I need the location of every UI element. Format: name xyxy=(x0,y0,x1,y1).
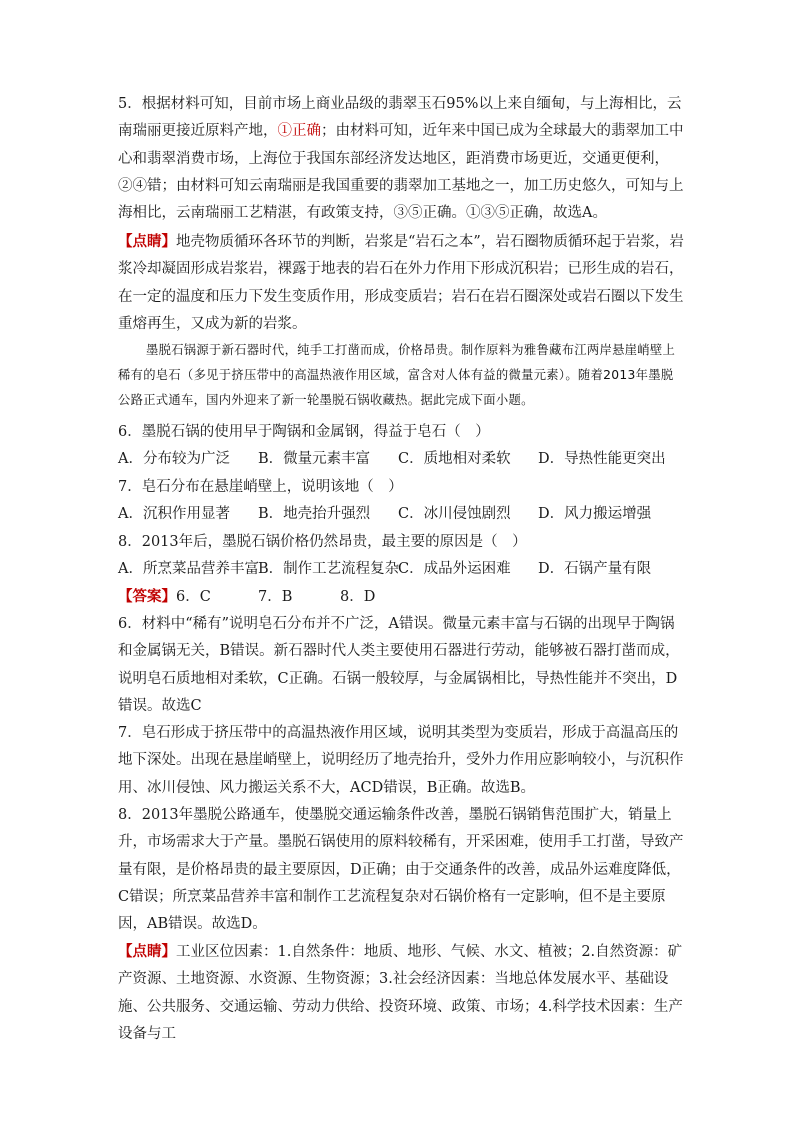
dianjing-note-2 xyxy=(118,938,684,1048)
dianjing-text: 地壳物质循环各环节的判断，岩浆是“岩石之本”，岩石圈物质循环起于岩浆，岩浆冷却凝固形成岩浆岩，裸露于地表的岩石在外力作用下形成沉积岩；已形生成的岩石，在一定的温度和压力下发生变质作用，形成变质岩；岩石在岩石圈深处或岩石圈以下发生重熔再生，又成为新的岩浆。 xyxy=(118,234,684,332)
q6-option-b: B．微量元素丰富 xyxy=(258,451,371,467)
answer-7: 7．B xyxy=(258,589,293,605)
q8-option-d: D．石锅产量有限 xyxy=(538,561,652,577)
material-passage: 墨脱石锅源于新石器时代，纯手工打凿而成，价格昂贵。制作原料为雅鲁藏布江两岸悬崖峭壁上稀有的皂石（多见于挤压带中的高温热液作用区域，富含对人体有益的微量元素）。随着2013年墨脱公路正式通车，国内外迎来了新一轮墨脱石锅收藏热。据此完成下面小题。 xyxy=(118,343,676,407)
q6-stem: 6．墨脱石锅的使用早于陶锅和金属钢，得益于皂石（ ） xyxy=(118,424,490,440)
q7-option-a: A．沉积作用显著 xyxy=(118,506,230,522)
answer-line xyxy=(118,585,684,612)
q8-option-b: B．制作工艺流程复杂 xyxy=(258,561,400,577)
q7-option-b: B．地壳抬升强烈 xyxy=(258,506,371,522)
answer-6: 6．C xyxy=(176,589,211,605)
dianjing-text-2: 工业区位因素：1.自然条件：地质、地形、气候、水文、植被；2.自然资源：矿产资源、土地资源、水资源、生物资源；3.社会经济因素：当地总体发展水平、基础设施、公共服务、交通运输、劳动力供给、投资环境、政策、市场；4.科学技术因素：生产设备与工 xyxy=(118,944,683,1042)
dianjing-note-1 xyxy=(118,228,684,338)
q6-option-c: C．质地相对柔软 xyxy=(398,451,511,467)
answer-8: 8．D xyxy=(340,589,376,605)
dianjing-tag: 【点睛】 xyxy=(118,233,176,250)
q5-explanation xyxy=(118,91,684,227)
q7-option-c: C．冰川侵蚀剧烈 xyxy=(398,506,511,522)
q7-stem: 7．皂石分布在悬崖峭壁上，说明该地（ ） xyxy=(118,479,403,495)
answer-tag: 【答案】 xyxy=(118,588,176,605)
q6-explanation: 6．材料中“稀有”说明皂石分布并不广泛，A错误。微量元素丰富与石锅的出现早于陶锅和金属锅无关，B错误。新石器时代人类主要使用石器进行劳动，能够被石器打凿而成，说明皂石质地相对柔软，C正确。石锅一般较厚，与金属锅相比，导热性能并不突出，D错误。故选C xyxy=(118,616,680,714)
q5-explanation-part2: ；由材料可知，近年来中国已成为全球最大的翡翠加工中心和翡翠消费市场，上海位于我国东部经济发达地区，距消费市场更近，交通更便利，②④错；由材料可知云南瑞丽是我国重要的翡翠加工基地之一，加工历史悠久，可知与上海相比，云南瑞丽工艺精湛，有政策支持，③⑤正确。①③⑤正确，故选A。 xyxy=(118,123,684,222)
dianjing-tag-2: 【点睛】 xyxy=(118,943,176,960)
q8-options xyxy=(118,557,684,584)
q7-options xyxy=(118,502,684,529)
q6-option-d: D．导热性能更突出 xyxy=(538,451,666,467)
q6-option-a: A．分布较为广泛 xyxy=(118,451,230,467)
q6-options xyxy=(118,447,684,474)
q7-option-d: D．风力搬运增强 xyxy=(538,506,652,522)
q8-stem: 8．2013年后，墨脱石锅价格仍然昂贵，最主要的原因是（ ） xyxy=(118,534,527,550)
q5-highlight: ①正确 xyxy=(277,123,321,140)
q5-explanation-part1: 5．根据材料可知，目前市场上商业品级的翡翠玉石95%以上来自缅甸，与上海相比，云南瑞丽更接近原料产地， xyxy=(118,96,682,140)
q8-option-a: A．所烹菜品营养丰富 xyxy=(118,561,259,577)
q8-option-c: C．成品外运困难 xyxy=(398,561,511,577)
q8-explanation: 8．2013年墨脱公路通车，使墨脱交通运输条件改善，墨脱石锅销售范围扩大，销量上升，市场需求大于产量。墨脱石锅使用的原料较稀有，开采困难，使用手工打凿，导致产量有限，是价格昂贵的最主要原因，D正确；由于交通条件的改善，成品外运难度降低，C错误；所烹菜品营养丰富和制作工艺流程复杂对石锅价格有一定影响，但不是主要原因，AB错误。故选D。 xyxy=(118,807,684,933)
q7-explanation: 7．皂石形成于挤压带中的高温热液作用区域，说明其类型为变质岩，形成于高温高压的地下深处。出现在悬崖峭壁上，说明经历了地壳抬升，受外力作用应影响较小，与沉积作用、冰川侵蚀、风力搬运关系不大，ACD错误，B正确。故选B。 xyxy=(118,725,684,796)
